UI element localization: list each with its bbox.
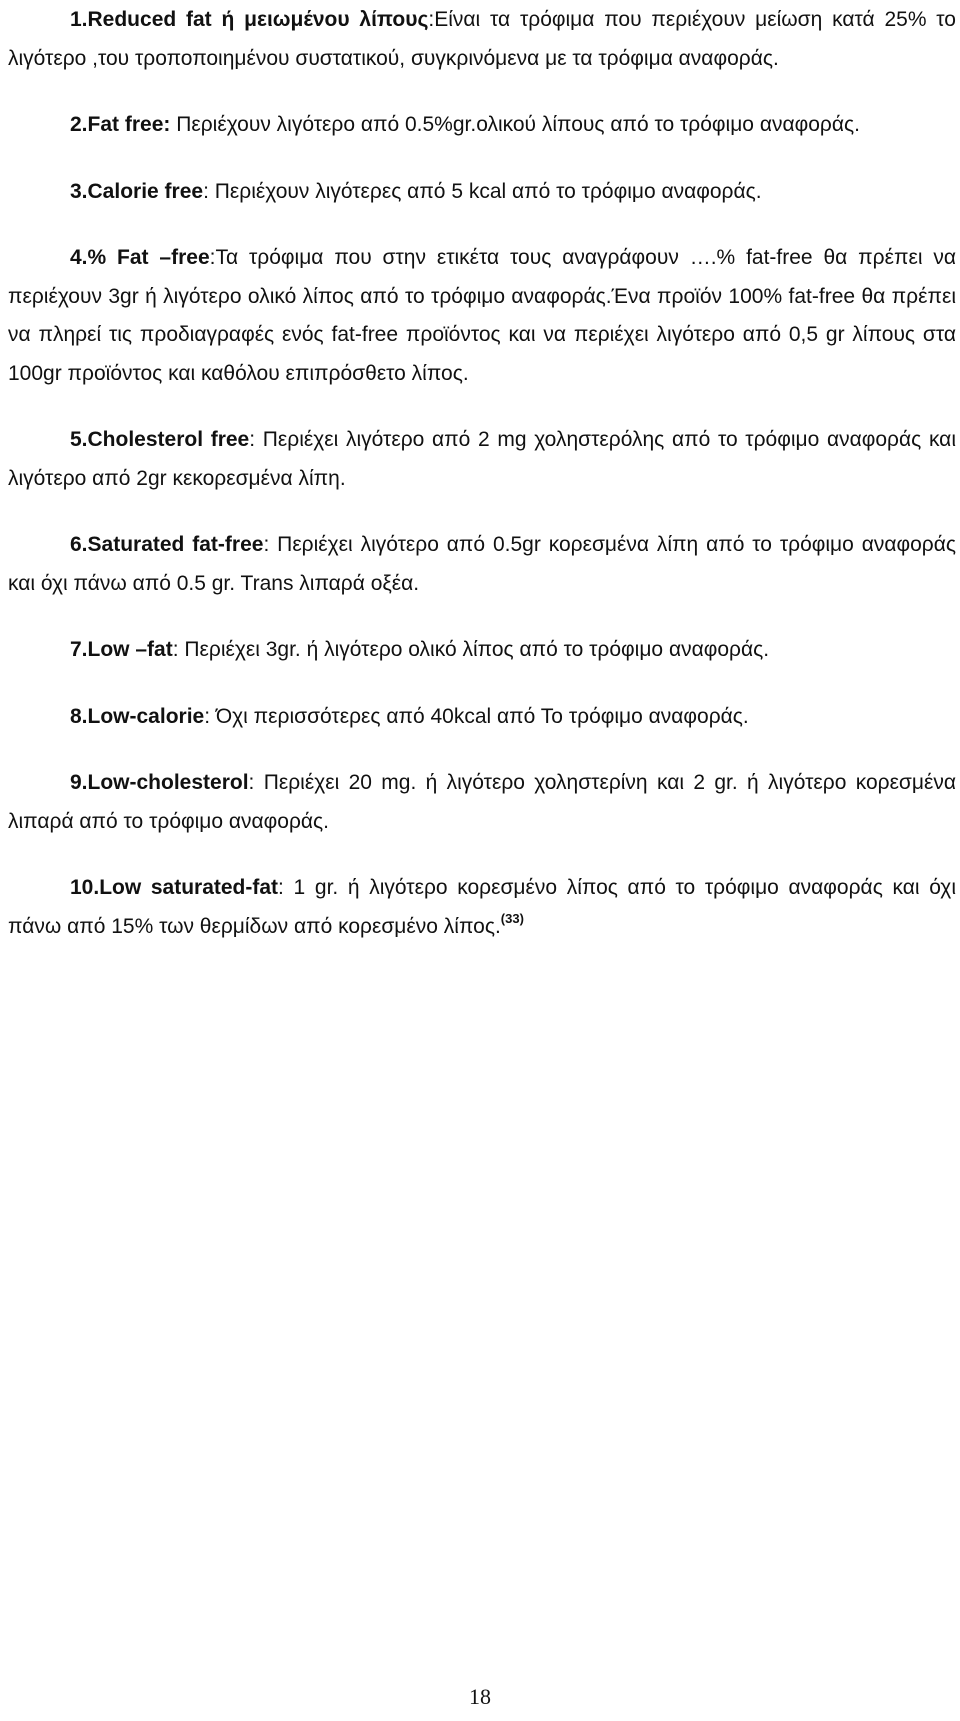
item-term: 4.% Fat –free [70, 246, 210, 269]
page-number: 18 [469, 1684, 491, 1709]
item-term: 5.Cholesterol free [70, 428, 250, 451]
list-item [8, 105, 956, 144]
citation-reference: (33) [500, 910, 524, 926]
list-item [8, 697, 956, 736]
item-text: :Τα τρόφιμα που στην ετικέτα τους αναγράφουν ….% fat-free θα πρέπει να περιέχουν 3gr ή λιγότερο ολικό λίπος από το τρόφιμο αναφοράς.Ένα προϊόν 100% fat-free θα πρέπει να πληρεί τις προδιαγραφές ενός fat-free προϊόντος και να περιέχει λιγότερο από 0,5 gr λίπους στα 100gr προϊόντος και καθόλου επιπρόσθετο λίπος. [8, 246, 956, 385]
list-item [8, 172, 956, 211]
item-text: : Όχι περισσότερες από 40kcal από Το τρόφιμο αναφοράς. [204, 704, 749, 728]
list-item [8, 525, 956, 602]
list-item [8, 0, 956, 77]
item-term: 7.Low –fat [70, 638, 173, 661]
item-text: Περιέχουν λιγότερο από 0.5%gr.ολικού λίπους από το τρόφιμο αναφοράς. [170, 113, 860, 136]
item-term: 3.Calorie free [70, 179, 204, 203]
item-text: : Περιέχει λιγότερο από 0.5gr κορεσμένα λίπη από το τρόφιμο αναφοράς και όχι πάνω από 0.5 gr. Trans λιπαρά οξέα. [8, 533, 956, 595]
item-term: 9.Low-cholesterol [70, 771, 249, 794]
list-item [8, 238, 956, 392]
item-term: 10.Low saturated-fat [70, 876, 279, 899]
item-text: : Περιέχει 20 mg. ή λιγότερο χοληστερίνη και 2 gr. ή λιγότερο κορεσμένα λιπαρά από το τρόφιμο αναφοράς. [8, 771, 956, 833]
item-term: 8.Low-calorie [70, 704, 205, 728]
list-item [8, 868, 956, 945]
item-text: : Περιέχει 3gr. ή λιγότερο ολικό λίπος από το τρόφιμο αναφοράς. [172, 638, 770, 661]
item-text: :Είναι τα τρόφιμα που περιέχουν μείωση κατά 25% το λιγότερο ,του τροποποιημένου συστατικού, συγκρινόμενα με τα τρόφιμα αναφοράς. [8, 8, 956, 70]
item-text: : Περιέχει λιγότερο από 2 mg χοληστερόλης από το τρόφιμο αναφοράς και λιγότερο από 2gr κεκορεσμένα λίπη. [8, 428, 956, 490]
item-term: 2.Fat free: [70, 113, 171, 136]
item-term: 6.Saturated fat-free [70, 533, 264, 556]
list-item [8, 630, 956, 669]
document-body [8, 0, 956, 945]
item-text: : Περιέχουν λιγότερες από 5 kcal από το τρόφιμο αναφοράς. [203, 179, 762, 203]
list-item [8, 763, 956, 840]
item-text: : 1 gr. ή λιγότερο κορεσμένο λίπος από το τρόφιμο αναφοράς και όχι πάνω από 15% των θερμίδων από κορεσμένο λίπος. [8, 876, 956, 938]
item-term: 1.Reduced fat ή μειωμένου λίπους [70, 8, 429, 31]
list-item [8, 420, 956, 497]
